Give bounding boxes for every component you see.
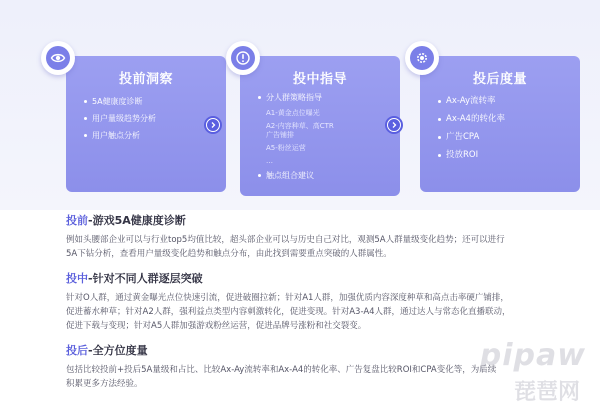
list-item: 5A健康度诊断 — [84, 96, 220, 107]
card-list — [438, 96, 574, 168]
section-mid — [66, 272, 536, 333]
chevron-right-icon — [385, 116, 403, 134]
list-item: 用户触点分析 — [84, 130, 220, 141]
sub-list-item: … — [266, 157, 273, 165]
list-item: 触点组合建议 — [258, 170, 394, 181]
section-body: 包括比较投前+投后5A量级和占比、比较Ax-Ay流转率和Ax-A4的转化率、广告复盘比较ROI和CPA变化等，为后续 积累更多方法经验。 — [66, 365, 497, 389]
list-item: 分人群策略指导 — [258, 92, 394, 103]
watermark-logo: pipaw — [479, 338, 586, 373]
list-item: Ax-Ay流转率 — [438, 96, 574, 107]
watermark-text: 琵琶网 — [513, 380, 580, 405]
card-mid-investment — [240, 56, 400, 196]
exclamation-icon — [226, 41, 260, 75]
card-post-investment — [420, 56, 580, 192]
card-title: 投前洞察 — [118, 72, 173, 87]
section-title: 投后-全方位度量 — [66, 344, 148, 357]
card-title: 投后度量 — [472, 72, 527, 87]
section-body: 例如头腰部企业可以与行业top5均值比较，超头部企业可以与历史自己对比，观测5A人群量级变化趋势；还可以进行 5A下钻分析，查看用户量级变化趋势和触点分布，由此找到需要重点突破的人群属性。 — [66, 235, 505, 259]
section-title: 投前-游戏5A健康度诊断 — [66, 214, 186, 227]
sub-list-item: 广告铺排 — [266, 131, 294, 139]
section-body: 针对O人群，通过黄金曝光点位快速引流，促进破圈拉新；针对A1人群，加强优质内容深度种草和高点击率硬广铺排， 促进蓄水种草；针对A2人群，强利益点类型内容刺激转化，促进变现。针对A3-A4人群，通过达人与常态化直播联动， 促进下载与变现；针对A5人群加强游戏粉丝运营，促进品牌号涨粉和社交裂变。 — [66, 293, 511, 331]
list-item: 用户量级趋势分析 — [84, 113, 220, 124]
list-item: Ax-A4的转化率 — [438, 114, 574, 125]
card-pre-investment — [66, 56, 226, 192]
chevron-right-icon — [204, 116, 222, 134]
section-pre — [66, 214, 536, 261]
list-item: 广告CPA — [438, 132, 574, 143]
gear-icon — [405, 41, 439, 75]
card-title: 投中指导 — [292, 72, 347, 87]
sub-list-item: A2-内容种草、高CTR — [266, 122, 334, 130]
section-post — [66, 344, 536, 391]
card-list — [258, 92, 394, 187]
section-title: 投中-针对不同人群逐层突破 — [66, 272, 203, 285]
list-item: 投放ROI — [438, 150, 574, 161]
card-list — [84, 96, 220, 147]
eye-icon — [41, 41, 75, 75]
sub-list-item: A5-粉丝运营 — [266, 144, 306, 152]
sub-list-item: A1-黄金点位曝光 — [266, 109, 320, 117]
